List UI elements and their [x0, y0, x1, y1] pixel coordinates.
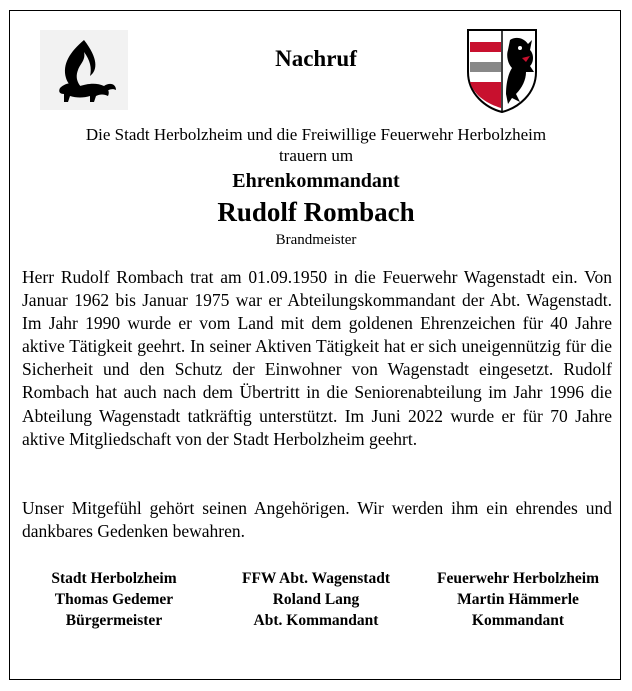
signature-title: Kommandant — [471, 612, 565, 629]
obituary-closing-text: Unser Mitgefühl gehört seinen Angehörigen. Wir werden ihm ein ehrendes und dankbares Gedenken bewahren. — [22, 498, 612, 542]
intro-line-2: trauern um — [278, 146, 354, 165]
intro-line-1: Die Stadt Herbolzheim und die Freiwillige Feuerwehr Herbolzheim — [85, 125, 547, 144]
herbolzheim-coat-of-arms-icon — [466, 28, 538, 114]
signature-person: Martin Hämmerle — [457, 591, 579, 608]
signature-stadt — [14, 568, 214, 631]
signature-person: Thomas Gedemer — [54, 591, 174, 608]
signature-block — [14, 568, 618, 631]
page-title: Nachruf — [275, 46, 357, 71]
deceased-role: Ehrenkommandant — [232, 170, 400, 192]
signature-feuerwehr — [418, 568, 618, 631]
signature-person: Roland Lang — [272, 591, 360, 608]
obituary-body-text: Herr Rudolf Rombach trat am 01.09.1950 in die Feuerwehr Wagenstadt ein. Von Januar 1962 bis Januar 1975 war er Abteilungskommandant der Abt. Wagenstadt. Im Jahr 1990 wurde er vom Land mit dem goldenen Ehrenzeichen für 40 Jahre aktive Tätigkeit geehrt. In seiner Aktiven Tätigkeit hat er sich uneigennützig für die Sicherheit und den Schutz der Einwohner von Wagenstadt eingesetzt. Rudolf Rombach hat auch nach dem Übertritt in die Seniorenabteilung im Jahr 1996 die Abteilung Wagenstadt tatkräftig unterstützt. Im Juni 2022 wurde er für 70 Jahre aktive Mitgliedschaft von der Stadt Herbolzheim geehrt. — [22, 267, 612, 449]
signature-org: Feuerwehr Herbolzheim — [437, 570, 599, 587]
signature-org: Stadt Herbolzheim — [51, 570, 177, 587]
signature-org: FFW Abt. Wagenstadt — [242, 570, 390, 587]
deceased-rank: Brandmeister — [275, 232, 357, 248]
deceased-name: Rudolf Rombach — [217, 197, 415, 227]
signature-title: Bürgermeister — [65, 612, 163, 629]
intro-text — [0, 124, 632, 166]
signature-ffw-wagenstadt — [216, 568, 416, 631]
signature-title: Abt. Kommandant — [253, 612, 379, 629]
